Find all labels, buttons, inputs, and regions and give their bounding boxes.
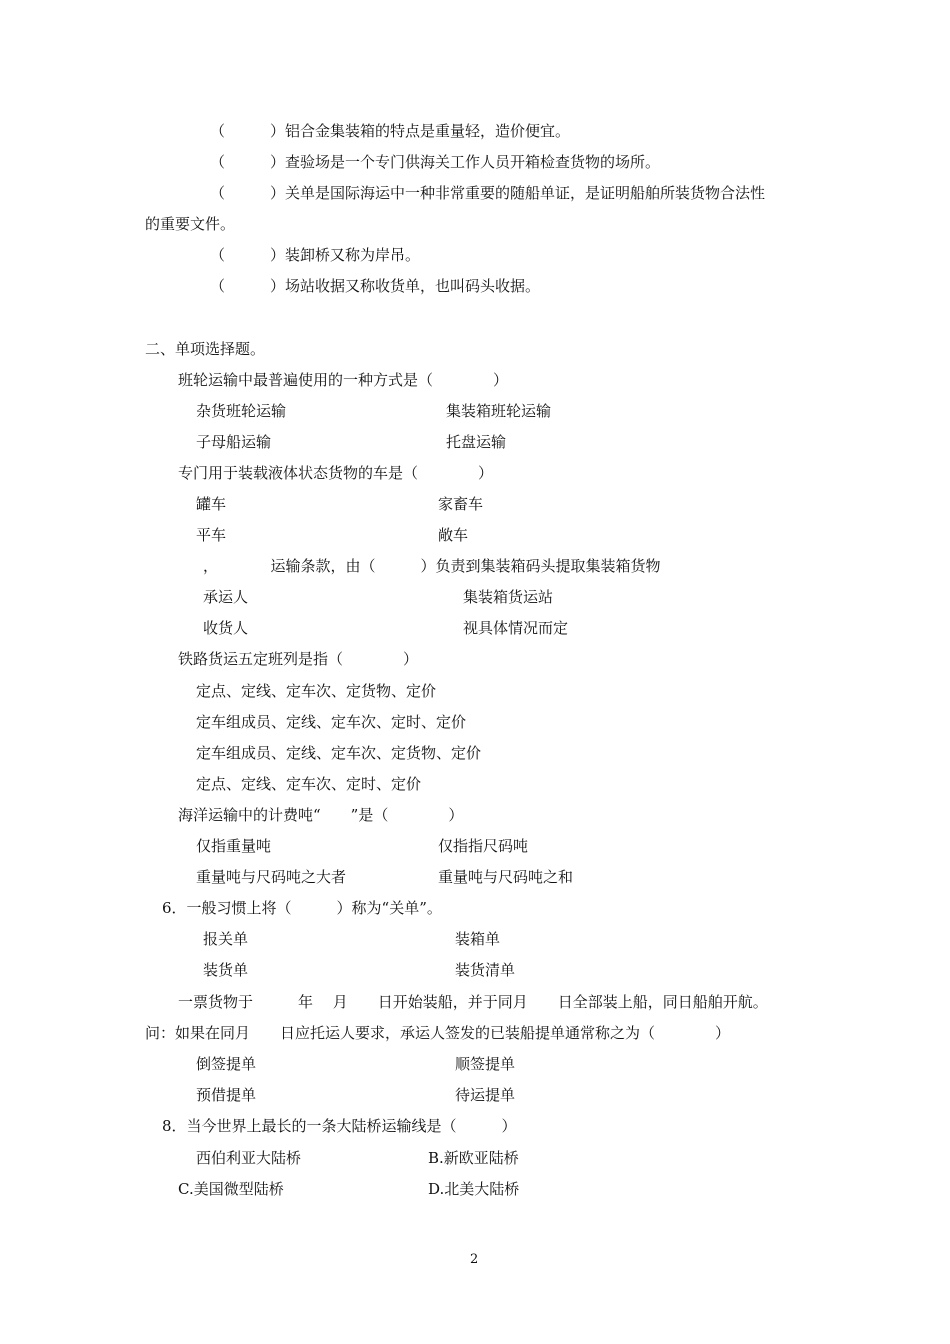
mc-q7-option-d: 待运提单 xyxy=(455,1086,516,1104)
mc-q4-option-a: 定点、定线、定车次、定货物、定价 xyxy=(196,682,437,700)
mc-q4-option-d: 定点、定线、定车次、定时、定价 xyxy=(196,775,422,793)
mc-q5-stem: 海洋运输中的计费吨“ ”是（ ） xyxy=(178,806,464,824)
mc-q1-option-b: 集装箱班轮运输 xyxy=(446,402,552,420)
mc-q7-stem-line2: 问：如果在同月 日应托运人要求，承运人签发的已装船提单通常称之为（ ） xyxy=(145,1024,731,1042)
mc-q4-option-c: 定车组成员、定线、定车次、定货物、定价 xyxy=(196,744,482,762)
mc-q3-option-a: 承运人 xyxy=(203,588,249,606)
mc-q4-stem: 铁路货运五定班列是指（ ） xyxy=(178,650,419,668)
mc-q8-stem: 8．当今世界上最长的一条大陆桥运输线是（ ） xyxy=(162,1117,517,1135)
mc-q7-option-b: 顺签提单 xyxy=(455,1055,516,1073)
mc-q8-option-d: D.北美大陆桥 xyxy=(428,1180,520,1198)
mc-q5-option-d: 重量吨与尺码吨之和 xyxy=(438,868,574,886)
tf-question-2: （ ）查验场是一个专门供海关工作人员开箱检查货物的场所。 xyxy=(210,153,661,171)
tf-question-5: （ ）场站收据又称收货单，也叫码头收据。 xyxy=(210,277,541,295)
mc-q4-option-b: 定车组成员、定线、定车次、定时、定价 xyxy=(196,713,467,731)
mc-q1-option-a: 杂货班轮运输 xyxy=(196,402,287,420)
mc-q3-option-d: 视具体情况而定 xyxy=(463,619,569,637)
mc-q8-option-b: B.新欧亚陆桥 xyxy=(428,1149,519,1167)
mc-q3-stem: ， 运输条款，由（ ）负责到集装箱码头提取集装箱货物 xyxy=(203,557,661,575)
mc-q3-option-c: 收货人 xyxy=(203,619,249,637)
mc-q1-stem: 班轮运输中最普遍使用的一种方式是（ ） xyxy=(178,371,509,389)
tf-question-1: （ ）铝合金集装箱的特点是重量轻，造价便宜。 xyxy=(210,122,571,140)
mc-q6-option-d: 装货清单 xyxy=(455,961,516,979)
mc-q2-option-c: 平车 xyxy=(196,526,227,544)
mc-q2-stem: 专门用于装载液体状态货物的车是（ ） xyxy=(178,464,494,482)
mc-q8-option-a: 西伯利亚大陆桥 xyxy=(196,1149,302,1167)
mc-q6-option-c: 装货单 xyxy=(203,961,249,979)
page-number: 2 xyxy=(470,1252,479,1267)
mc-q7-stem-line1: 一票货物于 年 月 日开始装船，并于同月 日全部装上船，同日船舶开航。 xyxy=(178,993,768,1011)
section-heading: 二、单项选择题。 xyxy=(145,340,266,358)
tf-question-3-line1: （ ）关单是国际海运中一种非常重要的随船单证，是证明船舶所装货物合法性 xyxy=(210,184,766,202)
mc-q1-option-d: 托盘运输 xyxy=(446,433,507,451)
mc-q2-option-b: 家畜车 xyxy=(438,495,484,513)
mc-q7-option-c: 预借提单 xyxy=(196,1086,257,1104)
mc-q5-option-b: 仅指指尺码吨 xyxy=(438,837,529,855)
mc-q1-option-c: 子母船运输 xyxy=(196,433,272,451)
mc-q3-option-b: 集装箱货运站 xyxy=(463,588,554,606)
mc-q6-option-a: 报关单 xyxy=(203,930,249,948)
tf-question-4: （ ）装卸桥又称为岸吊。 xyxy=(210,246,421,264)
mc-q2-option-a: 罐车 xyxy=(196,495,227,513)
mc-q5-option-a: 仅指重量吨 xyxy=(196,837,272,855)
mc-q8-option-c: C.美国微型陆桥 xyxy=(178,1180,284,1198)
tf-question-3-line2: 的重要文件。 xyxy=(145,215,236,233)
mc-q7-option-a: 倒签提单 xyxy=(196,1055,257,1073)
mc-q5-option-c: 重量吨与尺码吨之大者 xyxy=(196,868,347,886)
mc-q6-stem: 6．一般习惯上将（ ）称为“关单”。 xyxy=(162,899,442,917)
mc-q6-option-b: 装箱单 xyxy=(455,930,501,948)
mc-q2-option-d: 敞车 xyxy=(438,526,469,544)
